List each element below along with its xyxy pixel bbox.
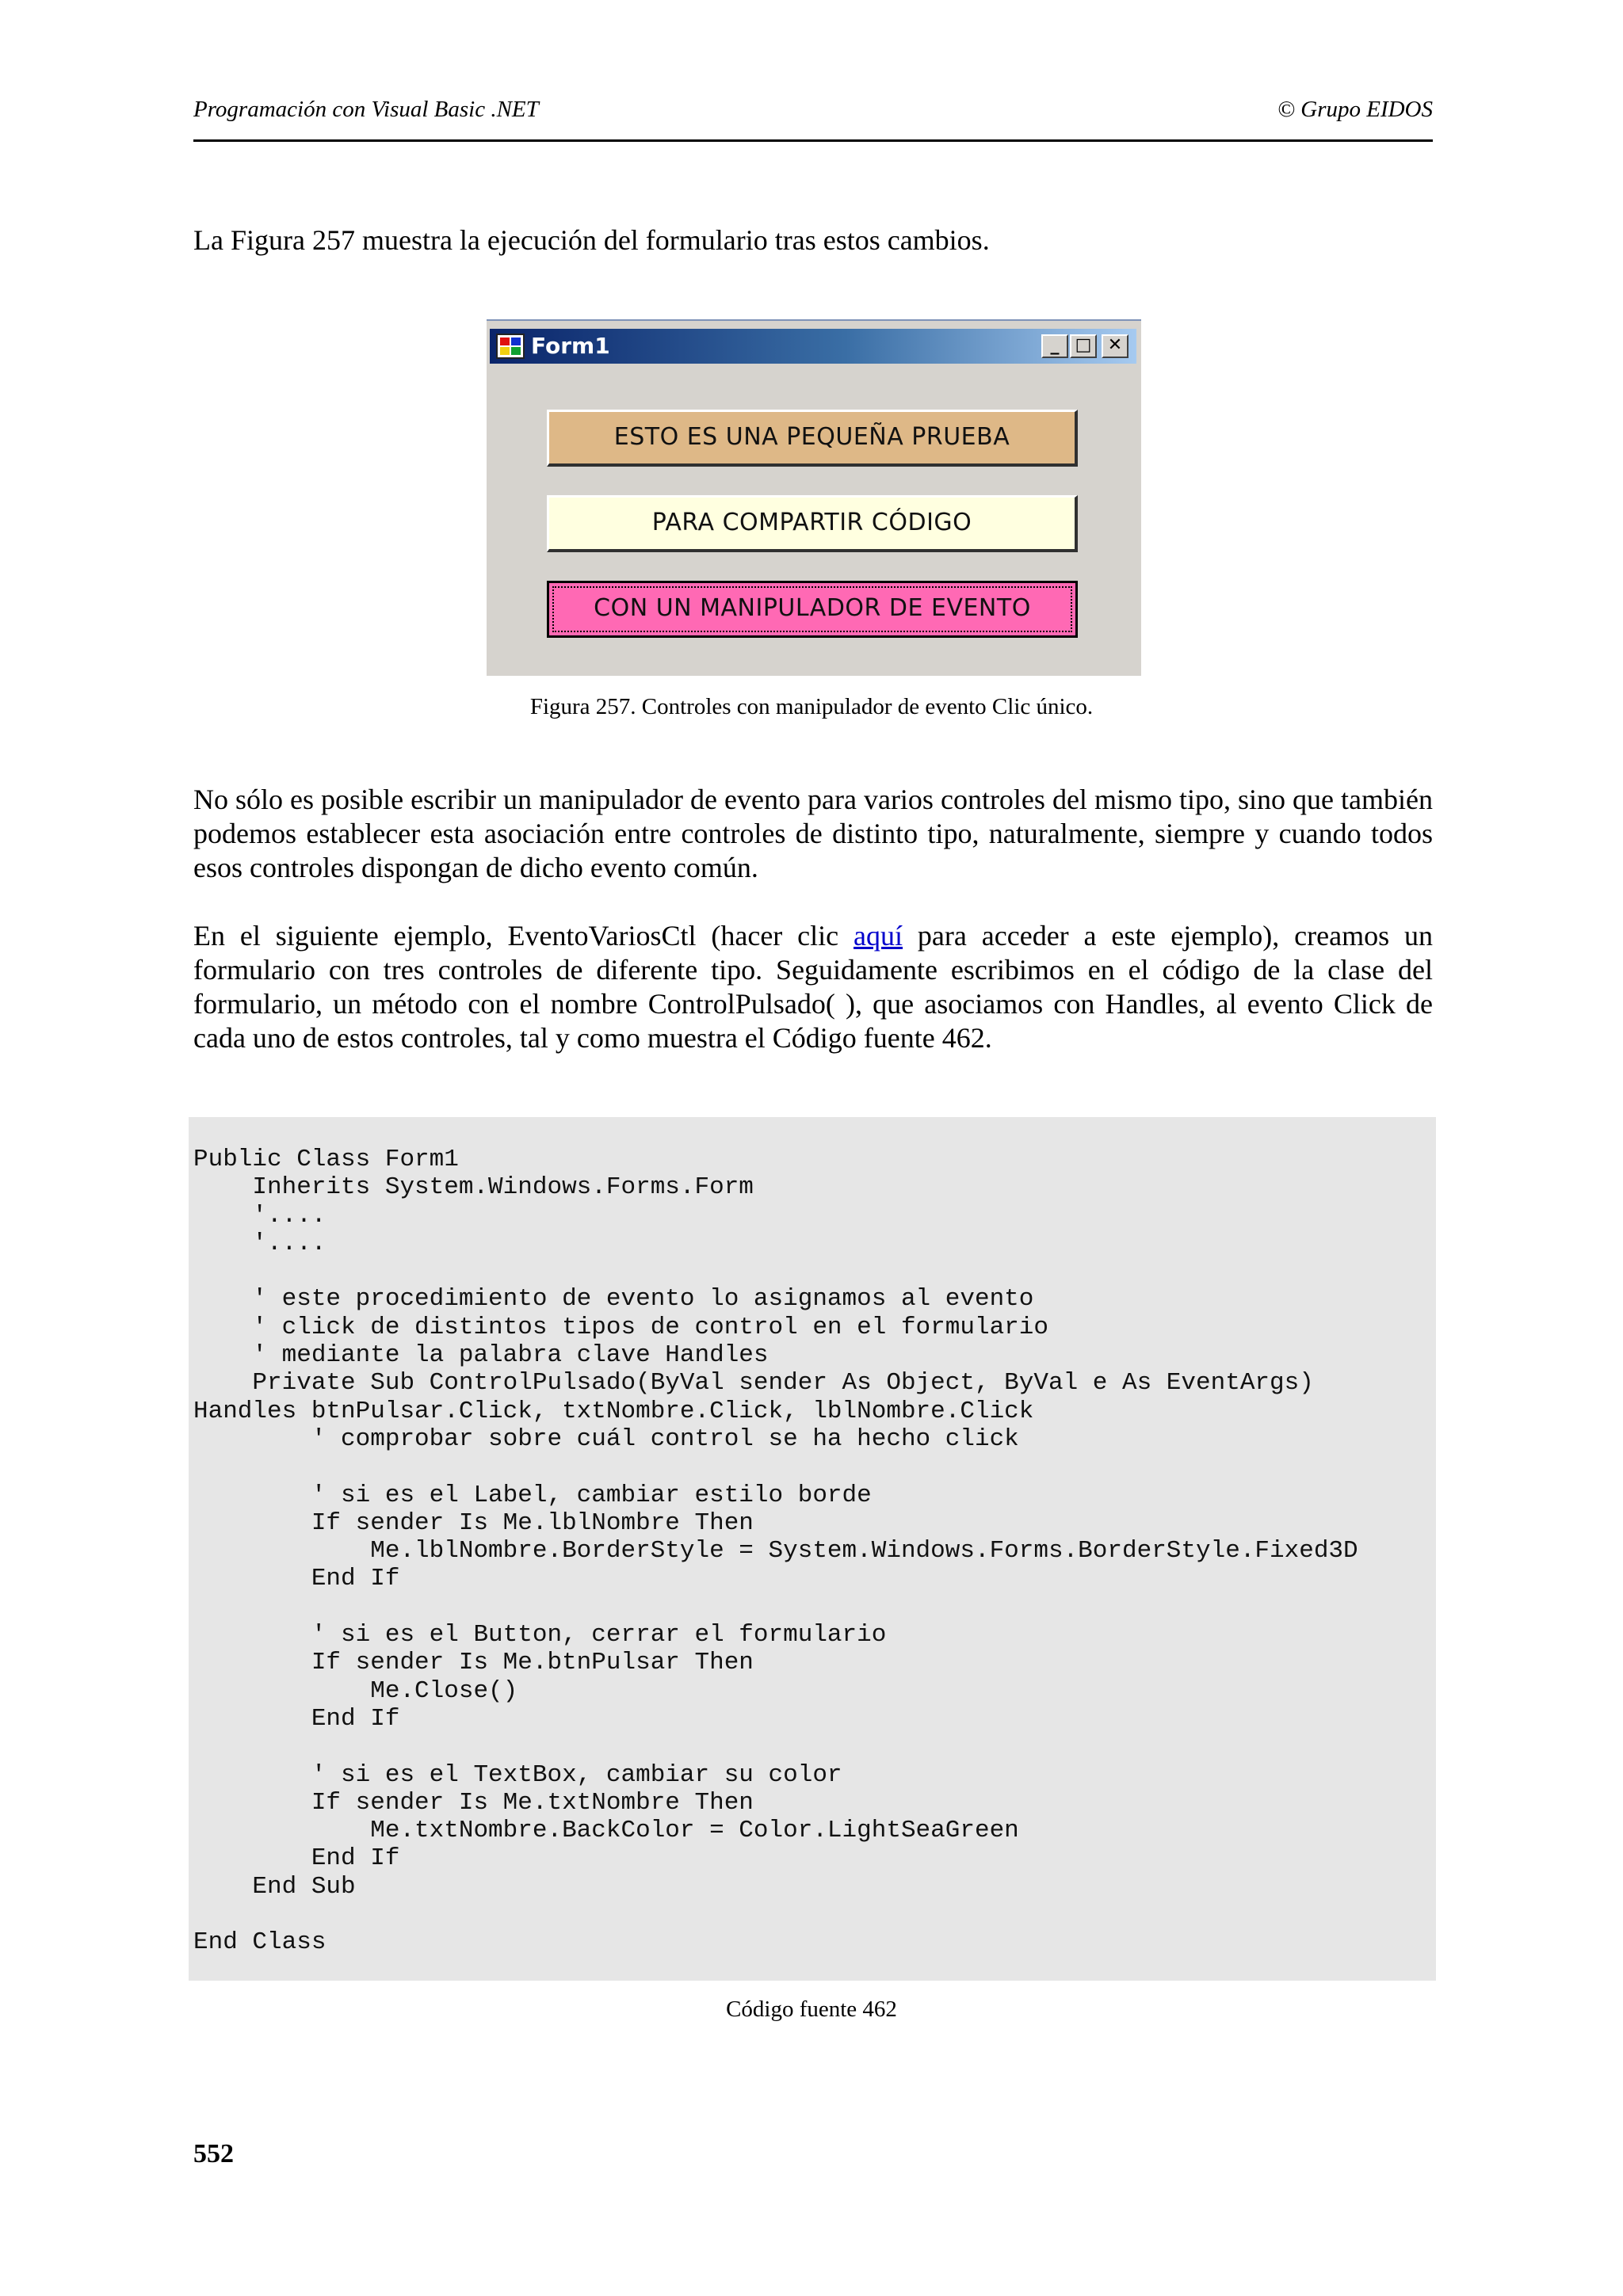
maximize-icon[interactable]: □ xyxy=(1070,334,1097,358)
form1-window-figure xyxy=(487,319,1141,676)
code-listing: Public Class Form1 Inherits System.Windows.Forms.Form '.... '.... ' este procedimiento de evento lo asignamos al evento ' click de distintos tipos de control en el formulario ' mediante la palabra clave Handles Private Sub ControlPulsado(ByVal sender As Object, ByVal e As EventArgs) Handles btnPulsar.Click, txtNombre.Click, lblNombre.Click ' comprobar sobre cuál control se ha hecho click ' si es el Label, cambiar estilo borde If sender Is Me.lblNombre Then Me.lblNombre.BorderStyle = System.Windows.Forms.BorderStyle.Fixed3D End If ' si es el Button, cerrar el formulario If sender Is Me.btnPulsar Then Me.Close() End If ' si es el TextBox, cambiar su color If sender Is Me.txtNombre Then Me.txtNombre.BackColor = Color.LightSeaGreen End If End Sub End Class xyxy=(193,1146,1358,1957)
example-link[interactable]: aquí xyxy=(854,920,903,952)
minimize-icon[interactable]: _ xyxy=(1041,334,1068,358)
page-header xyxy=(193,93,1433,142)
book-title: Programación con Visual Basic .NET xyxy=(193,97,539,122)
prueba-button[interactable]: ESTO ES UNA PEQUEÑA PRUEBA xyxy=(547,410,1078,467)
intro-paragraph: La Figura 257 muestra la ejecución del formulario tras estos cambios. xyxy=(193,224,990,256)
app-icon xyxy=(496,334,525,359)
code-caption: Código fuente 462 xyxy=(726,1997,897,2022)
manipulador-evento-label: CON UN MANIPULADOR DE EVENTO xyxy=(594,594,1031,622)
page-number: 552 xyxy=(193,2139,234,2168)
body-paragraph-2 xyxy=(193,919,1433,1055)
window-title: Form1 xyxy=(531,333,610,359)
code-listing-box xyxy=(189,1117,1436,1981)
figure-caption: Figura 257. Controles con manipulador de evento Clic único. xyxy=(529,694,1094,719)
focus-rectangle xyxy=(552,586,1072,632)
close-icon[interactable]: ✕ xyxy=(1102,334,1128,358)
paragraph-2-text-after: para acceder a este ejemplo), creamos un formulario con tres controles de diferente tipo. Seguidamente escribimos en el código de la clase del formulario, un método con el nombre ControlPulsado( ), que asociamos con Handles, al evento Click de cada uno de estos controles, tal y como muestra el Código fuente 462. xyxy=(193,920,1433,1054)
publisher-credit: © Grupo EIDOS xyxy=(1277,97,1433,122)
body-paragraph-1: No sólo es posible escribir un manipulador de evento para varios controles del mismo tipo, sino que también podemos establecer esta asociación entre controles de distinto tipo, naturalmente, siempre y cuando todos esos controles dispongan de dicho evento común. xyxy=(193,784,1433,883)
compartir-codigo-button[interactable]: PARA COMPARTIR CÓDIGO xyxy=(547,495,1078,552)
window-titlebar xyxy=(490,329,1136,364)
manipulador-evento-button[interactable] xyxy=(547,581,1078,638)
paragraph-2-text-before: En el siguiente ejemplo, EventoVariosCtl (hacer clic xyxy=(193,920,854,952)
